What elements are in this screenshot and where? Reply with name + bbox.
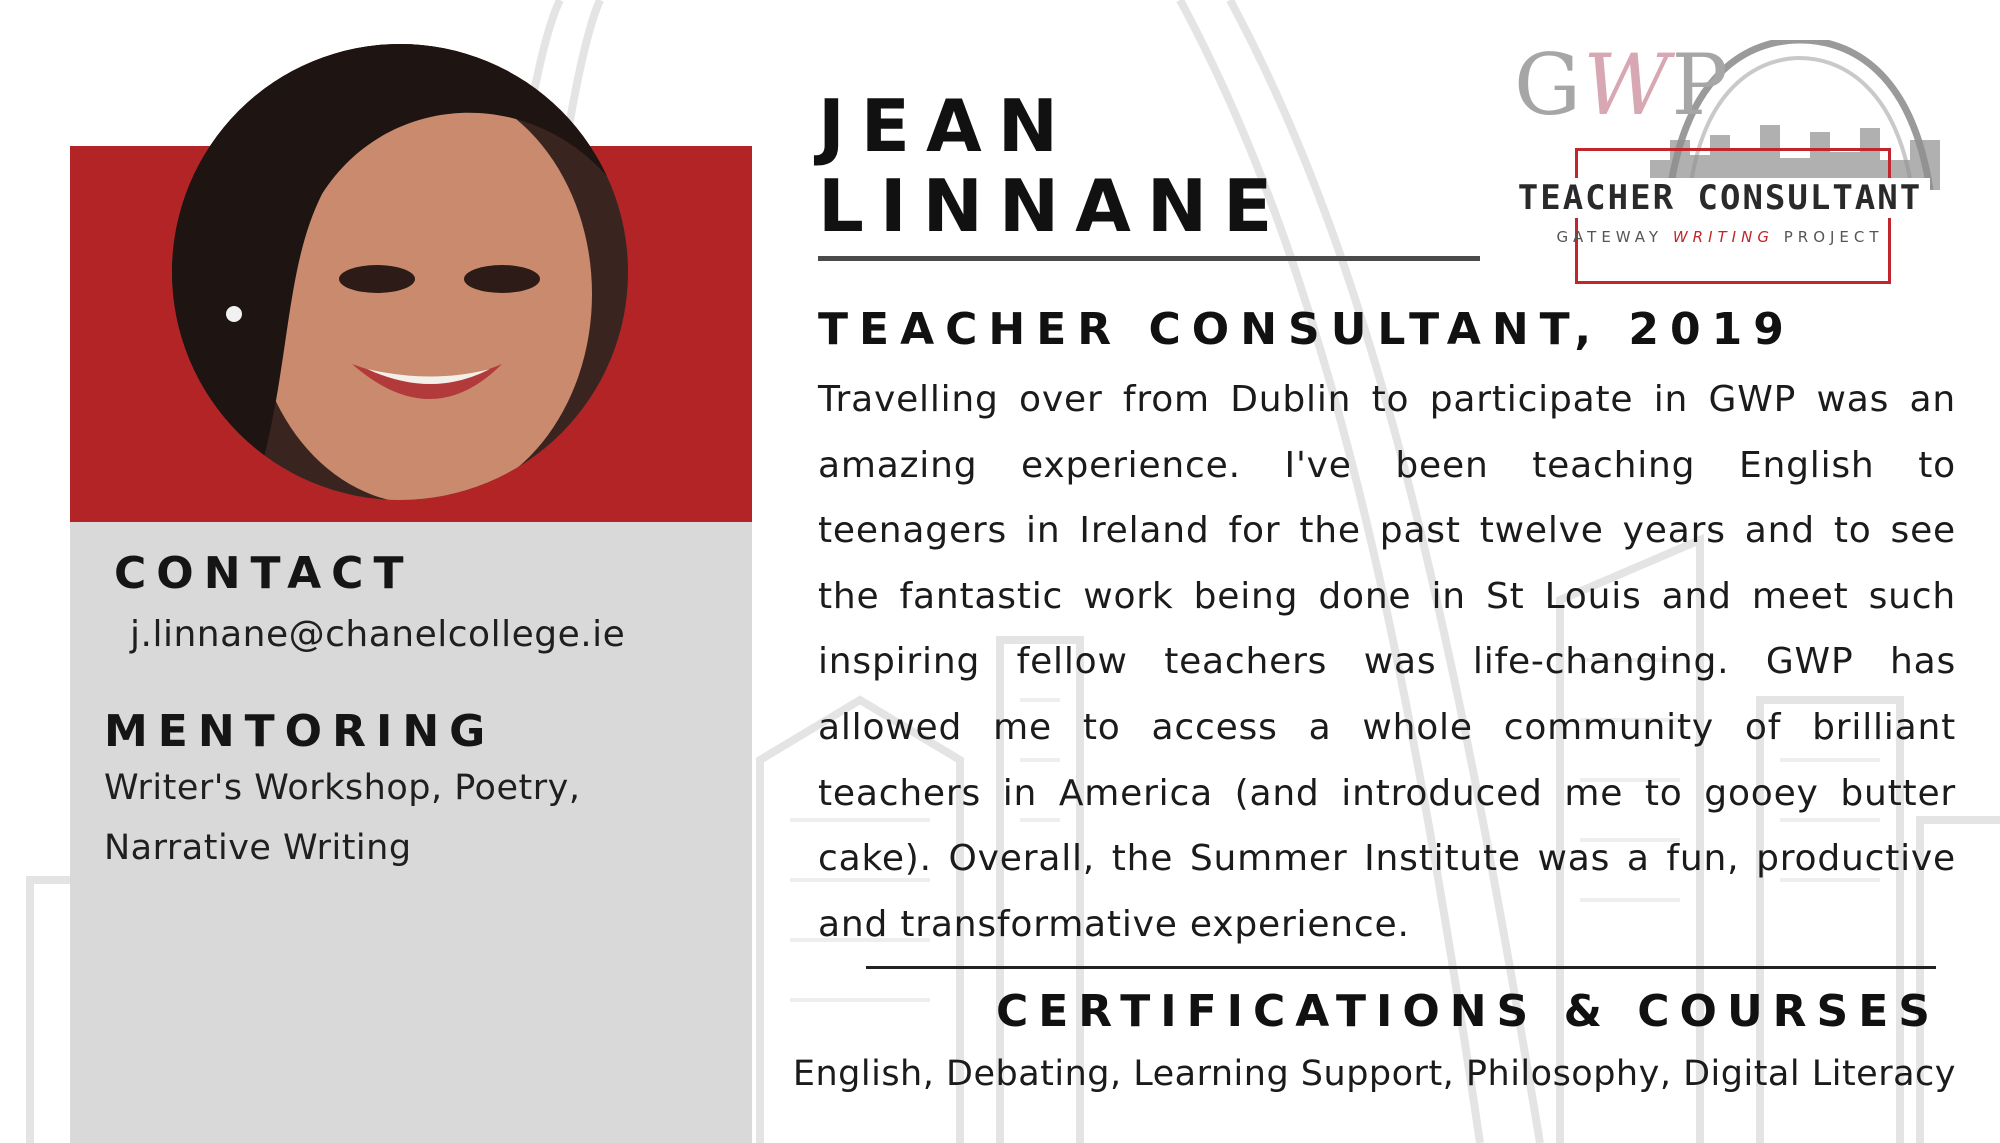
logo-sub-accent: WRITING [1672, 228, 1774, 246]
logo-letter-p: P [1671, 36, 1730, 134]
logo-subtitle [1510, 228, 1930, 246]
portrait-photo-icon [172, 44, 628, 500]
name-last: LINNANE [818, 164, 1289, 248]
certifications-list: English, Debating, Learning Support, Philosophy, Digital Literacy [792, 1054, 1956, 1094]
logo-title: TEACHER CONSULTANT [1510, 178, 1930, 218]
mentoring-line-1: Writer's Workshop, Poetry, [104, 768, 581, 808]
name-first: JEAN [818, 84, 1074, 168]
name-divider [818, 256, 1480, 261]
logo-sub-after: PROJECT [1773, 228, 1884, 246]
logo-wordmark [1514, 36, 1730, 134]
logo-letter-g: G [1514, 36, 1584, 134]
profile-name [818, 86, 1288, 246]
mentoring-line-2: Narrative Writing [104, 828, 412, 868]
logo-letter-w: W [1583, 36, 1672, 134]
logo-sub-before: GATEWAY [1556, 228, 1673, 246]
contact-heading: CONTACT [114, 548, 414, 599]
mentoring-heading: MENTORING [104, 706, 496, 757]
gwp-logo [1500, 30, 1940, 290]
bio-divider [866, 966, 1936, 969]
profile-bio: Travelling over from Dublin to participate in GWP was an amazing experience. I've been teaching English to teenagers in Ireland for the past twelve years and to see the fantastic work being done in St Louis and meet such inspiring fellow teachers was life-changing. GWP has allowed me to access a whole community of brilliant teachers in America (and introduced me to gooey butter cake). Overall, the Summer Institute was a fun, productive and transformative experience. [818, 379, 1956, 945]
contact-email[interactable]: j.linnane@chanelcollege.ie [130, 614, 626, 655]
certifications-heading: CERTIFICATIONS & COURSES [995, 986, 1940, 1037]
profile-role: TEACHER CONSULTANT, 2019 [818, 304, 1795, 355]
profile-photo [172, 44, 628, 500]
